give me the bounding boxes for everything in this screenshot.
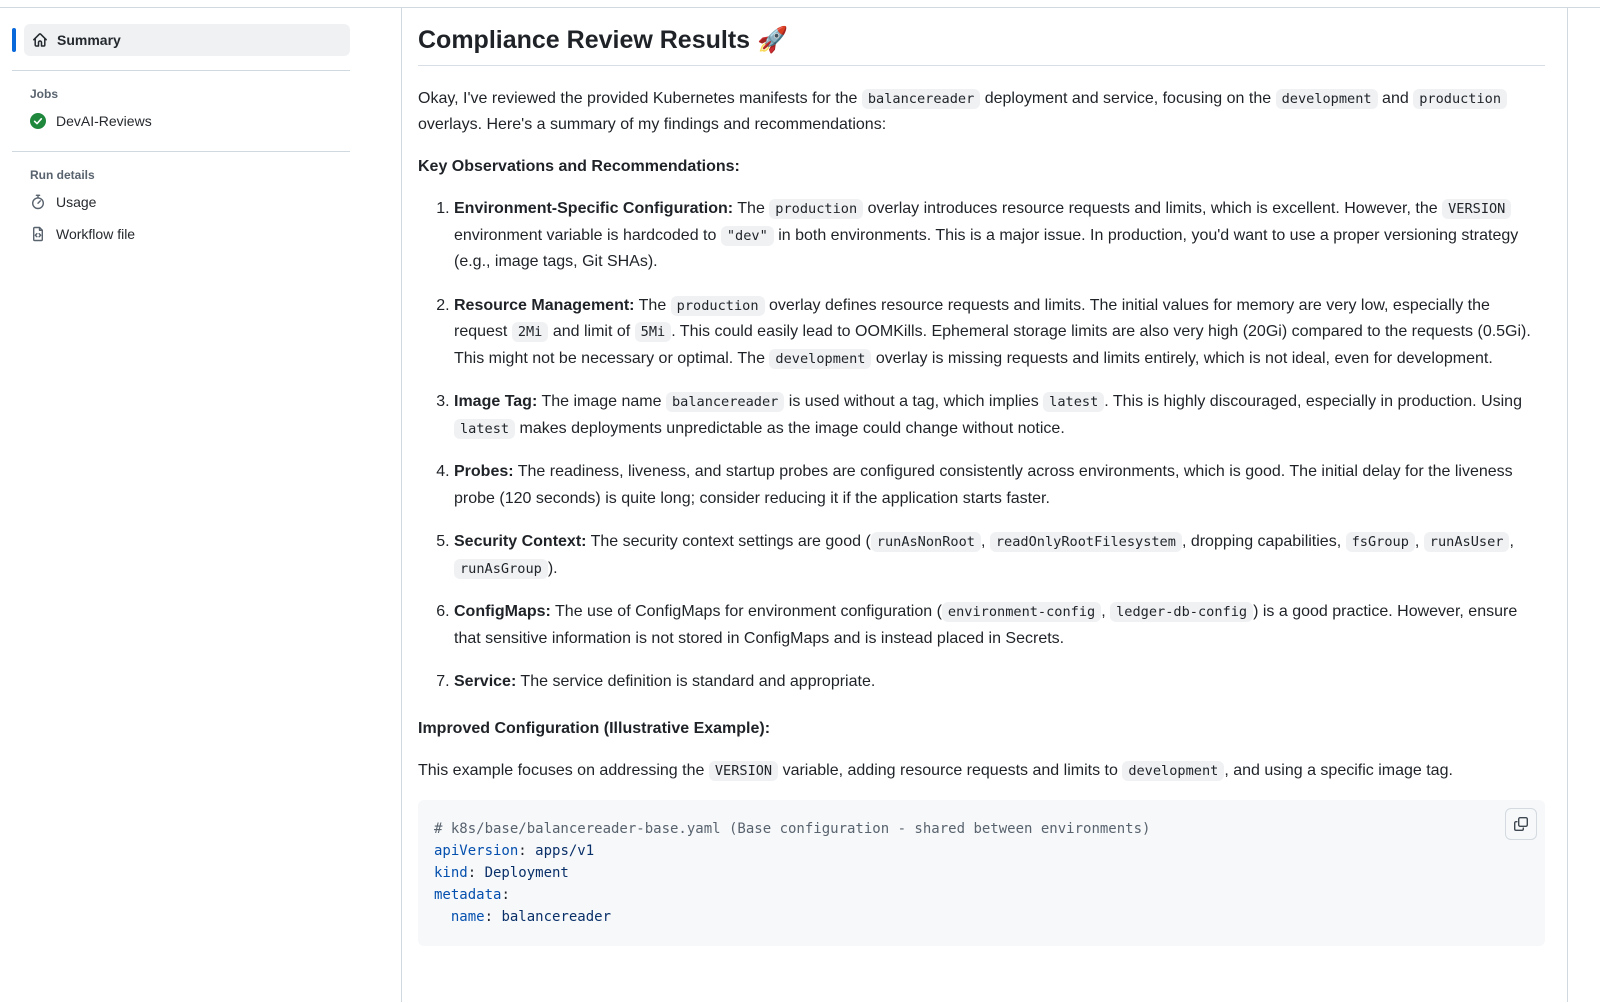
inline-code: production [769,199,863,219]
code-line: apiVersion: apps/v1 [434,842,595,859]
inline-code: ledger-db-config [1110,602,1253,622]
inline-code: 5Mi [635,322,672,342]
code-line: # k8s/base/balancereader-base.yaml (Base configuration - shared between environments) [434,820,1151,837]
run-details-label: Workflow file [56,226,136,242]
list-item: 4. Probes: The readiness, liveness, and startup probes are configured consistently across environments, which is good. The initial delay for the liveness probe (120 seconds) is quite long; consider reducing it if the application starts faster. [454,459,1545,512]
inline-code: fsGroup [1346,532,1415,552]
check-circle-icon [30,113,46,129]
observations-heading: Key Observations and Recommendations: [418,158,740,175]
copy-icon [1513,816,1529,832]
inline-code: VERSION [1442,199,1511,219]
sidebar-item-workflow-file[interactable] [12,218,350,250]
top-border [0,0,1600,8]
active-indicator [12,28,16,52]
inline-code: development [769,349,871,369]
list-item: 6. ConfigMaps: The use of ConfigMaps for environment configuration ( environment-config , ledger-db-config ) is a good practice. However, ensure that sensitive information is not stored in ConfigMaps and is instead placed in Secrets. [454,599,1545,652]
inline-code: 2Mi [512,322,549,342]
inline-code: runAsGroup [454,559,548,579]
markdown-body [418,86,1545,946]
inline-code: "dev" [721,226,774,246]
list-item: 7. Service: The service definition is standard and appropriate. [454,669,1545,696]
inline-code: environment-config [942,602,1101,622]
intro-paragraph: Okay, I've reviewed the provided Kubernetes manifests for the balancereader deployment and service, focusing on the development and production overlays. Here's a summary of my findings and recommendations: [418,86,1545,138]
inline-code: production [1413,89,1507,109]
sidebar-summary-row [12,24,350,56]
example-intro-paragraph: This example focuses on addressing the VERSION variable, adding resource requests and limits to development , and using a specific image tag. [418,761,1453,779]
inline-code: VERSION [709,761,778,781]
summary-content [401,8,1568,1002]
code-line: name: balancereader [450,908,612,925]
inline-code: runAsUser [1424,532,1510,552]
list-item: 2. Resource Management: The production overlay defines resource requests and limits. The initial values for memory are very low, especially the request 2Mi and limit of 5Mi . This could easily lead to OOMKills. Ephemeral storage limits are also very high (20Gi) compared to the requests (0.5Gi). This might not be necessary or optimal. The development overlay is missing requests and limits entirely, which is not ideal, even for development. [454,293,1545,373]
inline-code: latest [454,419,515,439]
sidebar-item-usage[interactable] [12,186,350,218]
inline-code: runAsNonRoot [871,532,981,552]
bold-text: Probes: [454,463,514,480]
bold-text: ConfigMaps: [454,603,551,620]
inline-code: development [1276,89,1378,109]
sidebar-divider [12,70,350,71]
bold-text: Service: [454,673,517,690]
bold-text: Security Context: [454,533,587,550]
run-details-label: Usage [56,194,97,210]
inline-code: balancereader [862,89,980,109]
bold-text: Image Tag: [454,393,538,410]
sidebar-summary-label: Summary [57,32,121,48]
inline-code: readOnlyRootFilesystem [990,532,1182,552]
jobs-section-header: Jobs [30,87,59,101]
sidebar-divider [12,151,350,152]
inline-code: balancereader [666,392,784,412]
list-item: 3. Image Tag: The image name balancereader is used without a tag, which implies latest . This is highly discouraged, especially in production. Using latest makes deployments unpredictable as the image could change without notice. [454,389,1545,442]
sidebar-item-job-devai-reviews[interactable] [12,105,350,137]
home-icon [32,32,48,48]
observations-list [418,196,1545,696]
job-label: DevAI-Reviews [56,113,152,129]
file-code-icon [30,226,46,242]
list-item: 1. Environment-Specific Configuration: The production overlay introduces resource requests and limits, which is excellent. However, the VERSION environment variable is hardcoded to "dev" in both environments. This is a major issue. In production, you'd want to use a proper versioning strategy (e.g., image tags, Git SHAs). [454,196,1545,276]
inline-code: production [671,296,765,316]
run-details-section-header: Run details [30,168,95,182]
code-block-content [418,800,1545,946]
page-layout [0,8,1600,1002]
example-heading: Improved Configuration (Illustrative Example): [418,719,771,737]
code-line: kind: Deployment [434,864,569,881]
list-item: 5. Security Context: The security context settings are good ( runAsNonRoot , readOnlyRootFilesystem , dropping capabilities, fsGroup , runAsUser , runAsGroup ). [454,529,1545,582]
code-line: metadata: [434,886,510,903]
page-title: Compliance Review Results 🚀 [418,24,1545,66]
bold-text: Environment-Specific Configuration: [454,200,734,217]
copy-button[interactable] [1505,808,1537,840]
bold-text: Resource Management: [454,296,635,314]
sidebar-item-summary[interactable] [24,24,350,56]
code-block [418,800,1545,946]
sidebar [0,8,401,1002]
stopwatch-icon [30,194,46,210]
inline-code: development [1122,761,1224,781]
inline-code: latest [1043,392,1104,412]
